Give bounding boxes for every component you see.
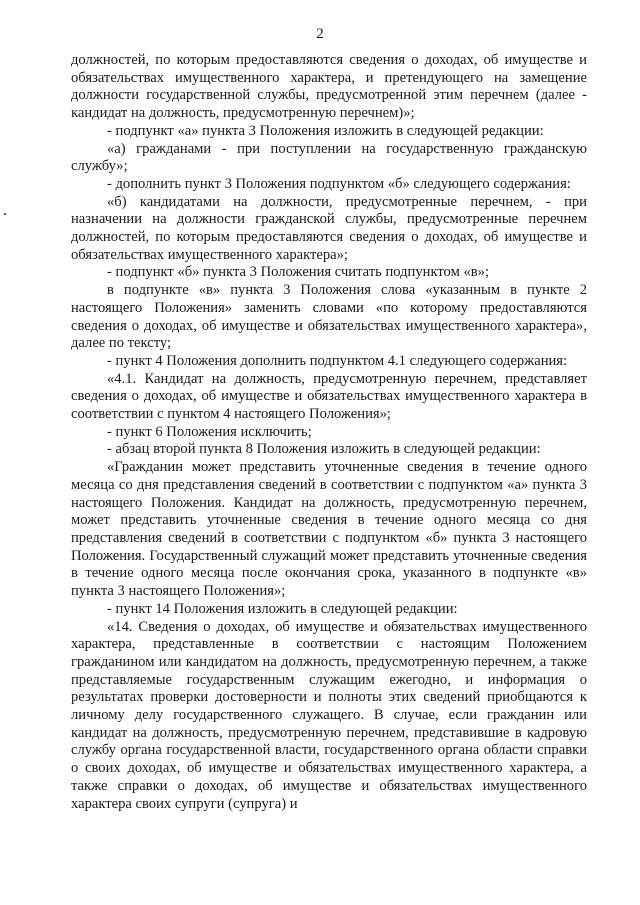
page-number: 2	[316, 26, 324, 42]
document-body	[71, 52, 587, 813]
paragraph-amendment: - подпункт «а» пункта 3 Положения изложить в следующей редакции:	[107, 122, 544, 139]
paragraph-amendment: - дополнить пункт 3 Положения подпунктом «б» следующего содержания:	[107, 175, 571, 192]
paragraph-amendment: - пункт 6 Положения исключить;	[107, 423, 312, 440]
paragraph-quote: «4.1. Кандидат на должность, предусмотренную перечнем, представляет сведения о доходах, об имуществе и обязательствах имущественного характера в соответствии с пунктом 4 настоящего Положения»;	[71, 370, 587, 423]
margin-mark	[4, 213, 6, 215]
paragraph-amendment: - подпункт «б» пункта 3 Положения считать подпунктом «в»;	[107, 264, 490, 281]
paragraph-continuation: должностей, по которым предоставляются сведения о доходах, об имуществе и обязательствах имущественного характера, и претендующего на замещение должности государственной службы, предусмотренной этим перечнем (далее - кандидат на должность, предусмотренную перечнем)»;	[71, 52, 587, 122]
paragraph-amendment: - пункт 4 Положения дополнить подпунктом 4.1 следующего содержания:	[107, 352, 568, 369]
paragraph-quote: «б) кандидатами на должности, предусмотренные перечнем, - при назначении на должности гражданской службы, предусмотренные перечнем должностей, по которым предоставляются сведения о доходах, об имуществе и обязательствах имущественного характера»;	[71, 193, 587, 263]
paragraph-amendment: - абзац второй пункта 8 Положения изложить в следующей редакции:	[107, 441, 541, 458]
paragraph-amendment: в подпункте «в» пункта 3 Положения слова «указанным в пункте 2 настоящего Положения» заменить словами «по которому предоставляются сведения о доходах, об имуществе и обязательствах имущественного характера», далее по тексту;	[71, 282, 587, 352]
paragraph-amendment: - пункт 14 Положения изложить в следующей редакции:	[107, 600, 458, 617]
paragraph-quote: «14. Сведения о доходах, об имуществе и обязательствах имущественного характера, представленные в соответствии с настоящим Положением гражданином или кандидатом на должность, предусмотренную перечнем, а также представляемые государственным служащим ежегодно, и информация о результатах проверки достоверности и полноты этих сведений приобщаются к личному делу государственного служащего. В случае, если гражданин или кандидат на должность, предусмотренную перечнем, представившие в кадровую службу органа государственной власти, государственного органа области справки о своих доходах, об имуществе и обязательствах имущественного характера, а также справки о доходах, об имуществе и обязательствах имущественного характера своих супруги (супруга) и	[71, 618, 587, 812]
paragraph-quote: «Гражданин может представить уточненные сведения в течение одного месяца со дня представления сведений в соответствии с подпунктом «а» пункта 3 настоящего Положения. Кандидат на должность, предусмотренную перечнем, может представить уточненные сведения в течение одного месяца со дня представления сведений в соответствии с подпунктом «б» пункта 3 настоящего Положения. Государственный служащий может представить уточненные сведения в течение одного месяца после окончания срока, указанного в подпункте «в» пункта 3 настоящего Положения»;	[71, 459, 587, 600]
paragraph-quote: «а) гражданами - при поступлении на государственную гражданскую службу»;	[71, 140, 587, 175]
